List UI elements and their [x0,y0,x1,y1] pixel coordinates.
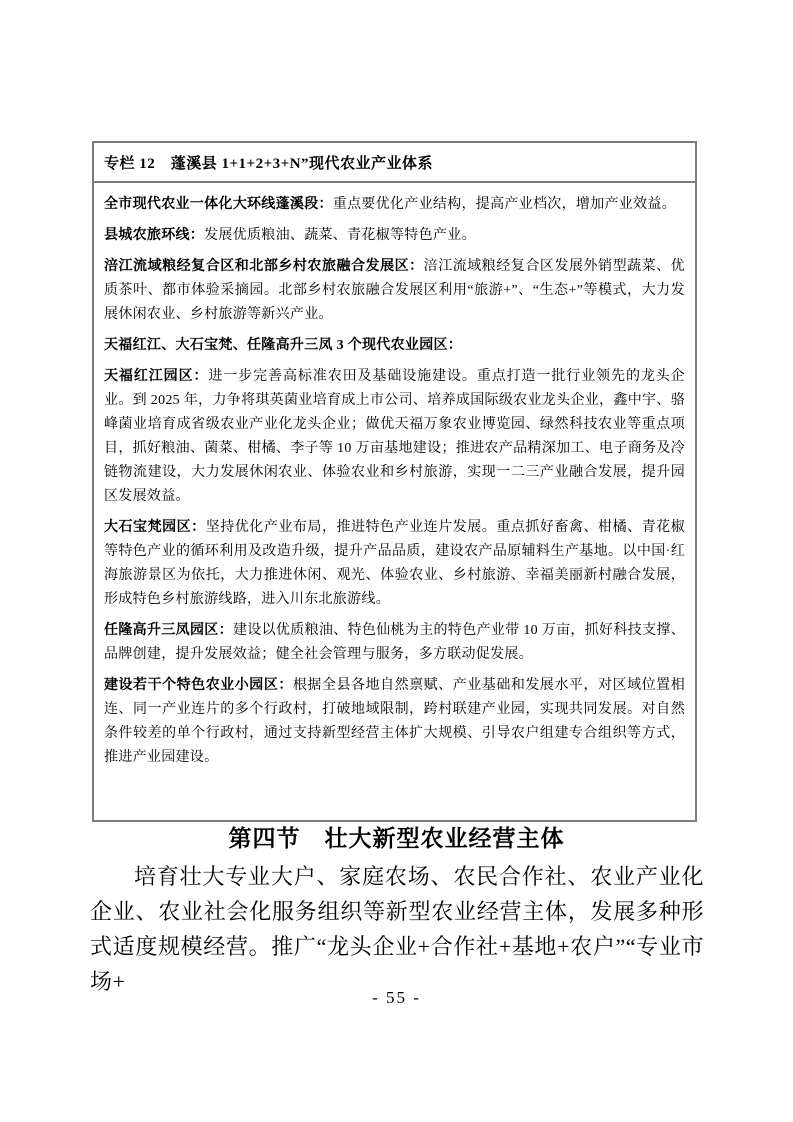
feature-box-title: 专栏 12 蓬溪县 1+1+2+3+N”现代农业产业体系 [94,143,695,183]
paragraph-text: 根据全县各地自然禀赋、产业基础和发展水平，对区域位置相连、同一产业连片的多个行政村，打破地域限制，跨村联建产业园，实现共同发展。对自然条件较差的单个行政村，通过支持新型经营主体扩大规模、引导农户组建专合组织等方式，推进产业园建设。 [104,678,685,765]
panel-paragraph [104,619,685,667]
panel-paragraph [104,674,685,770]
paragraph-text: 涪江流域粮经复合区发展外销型蔬菜、优质茶叶、都市体验采摘园。北部乡村农旅融合发展区利用“旅游+”、“生态+”等模式，大力发展休闲农业、乡村旅游等新兴产业。 [104,259,685,322]
paragraph-text: 建设以优质粮油、特色仙桃为主的特色产业带 10 万亩，抓好科技支撑、品牌创建，提升发展效益；健全社会管理与服务，多方联动促发展。 [104,623,685,662]
paragraph-lead: 天福红江、大石宝梵、任隆高升三凤 3 个现代农业园区： [104,338,463,353]
section-heading: 第四节 壮大新型农业经营主体 [228,826,565,851]
panel-paragraph [104,334,685,358]
paragraph-lead: 大石宝梵园区： [104,520,206,535]
paragraph-text: 进一步完善高标准农田及基础设施建设。重点打造一批行业领先的龙头企业。到 2025 年，力争将琪英菌业培育成上市公司、培养成国际级农业龙头企业，鑫中宇、骆峰菌业培育成省级农业产业化龙头企业；做优天福万象农业博览园、绿然科技农业等重点项目，抓好粮油、菌菜、柑橘、李子等 10 万亩基地建设；推进农产品精深加工、电子商务及冷链物流建设，大力发展休闲农业、体验农业和乡村旅游，实现一二三产业融合发展，提升园区发展效益。 [104,369,685,504]
panel-paragraph [104,255,685,327]
paragraph-lead: 任隆高升三凤园区： [104,623,233,638]
paragraph-text: 重点要优化产业结构，提高产业档次，增加产业效益。 [332,197,677,212]
panel-paragraph [104,193,685,217]
feature-box-body [94,183,695,820]
body-paragraph: 培育壮大专业大户、家庭农场、农民合作社、农业产业化企业、农业社会化服务组织等新型农业经营主体，发展多种形式适度规模经营。推广“龙头企业+合作社+基地+农户”“专业市场+ [90,864,704,994]
paragraph-text: 坚持优化产业布局，推进特色产业连片发展。重点抓好畜禽、柑橘、青花椒等特色产业的循环利用及改造升级，提升产品品质，建设农产品原辅料生产基地。以中国·红海旅游景区为依托，大力推进休闲、观光、体验农业、乡村旅游、幸福美丽新村融合发展，形成特色乡村旅游线路，进入川东北旅游线。 [104,520,685,607]
paragraph-lead: 县城农旅环线： [104,228,205,243]
panel-paragraph [104,516,685,612]
page-number: - 55 - [372,988,421,1007]
feature-box-column-12 [92,141,697,822]
paragraph-lead: 天福红江园区： [104,369,209,384]
paragraph-text: 发展优质粮油、蔬菜、青花椒等特色产业。 [204,228,476,243]
paragraph-lead: 涪江流域粮经复合区和北部乡村农旅融合发展区： [104,259,424,274]
panel-paragraph [104,365,685,509]
panel-paragraph [104,224,685,248]
paragraph-lead: 全市现代农业一体化大环线蓬溪段： [104,197,333,212]
paragraph-lead: 建设若干个特色农业小园区： [104,678,293,693]
